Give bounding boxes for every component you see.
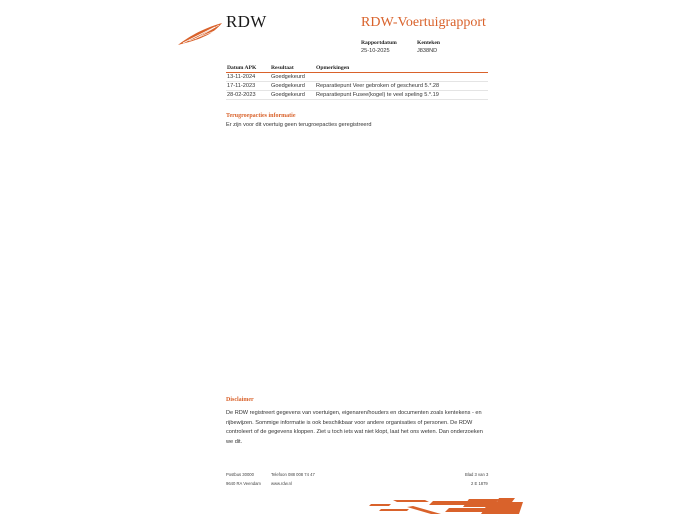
apk-date-cell: 13-11-2024 bbox=[226, 73, 270, 82]
table-row bbox=[226, 91, 488, 100]
footer-city: 9640 RA Veendam bbox=[226, 481, 261, 486]
header-remarks: Opmerkingen bbox=[315, 64, 488, 73]
result-cell: Goedgekeurd bbox=[270, 91, 315, 100]
table-header-row bbox=[226, 64, 488, 73]
rdw-feather-icon bbox=[177, 22, 223, 46]
plate-value: J838ND bbox=[417, 48, 438, 54]
report-date-block bbox=[361, 39, 397, 55]
plate-label: Kenteken bbox=[417, 40, 440, 46]
footer-page-number: Blad 3 van 3 bbox=[465, 472, 489, 477]
report-date-label: Rapportdatum bbox=[361, 40, 397, 46]
remarks-cell: Reparatiepunt Veer gebroken of gescheurd 5.*.28 bbox=[315, 82, 488, 91]
table-row bbox=[226, 73, 488, 82]
apk-date-cell: 17-11-2023 bbox=[226, 82, 270, 91]
recall-section-title: Terugroepacties informatie bbox=[226, 113, 296, 119]
table-row bbox=[226, 82, 488, 91]
header-apk-date: Datum APK bbox=[226, 64, 270, 73]
footer-website: www.rdw.nl bbox=[271, 481, 292, 486]
decorative-stripes-icon bbox=[369, 498, 524, 514]
apk-date-cell: 28-02-2023 bbox=[226, 91, 270, 100]
recall-section-text: Er zijn voor dit voertuig geen terugroepacties geregistreerd bbox=[226, 122, 372, 128]
result-cell: Goedgekeurd bbox=[270, 82, 315, 91]
footer-code: 2 E 1879 bbox=[471, 481, 488, 486]
remarks-cell bbox=[315, 73, 488, 82]
footer-postbus: Postbus 30000 bbox=[226, 472, 254, 477]
remarks-cell: Reparatiepunt Fusee(kogel) te veel speling 5.*.19 bbox=[315, 91, 488, 100]
apk-history-table bbox=[226, 64, 488, 100]
footer-telephone: Telefoon 088 008 74 47 bbox=[271, 472, 315, 477]
header-result: Resultaat bbox=[270, 64, 315, 73]
report-date-value: 25-10-2025 bbox=[361, 48, 390, 54]
plate-block bbox=[417, 39, 440, 55]
brand-logo-text: RDW bbox=[226, 12, 267, 31]
report-title: RDW-Voertuigrapport bbox=[361, 15, 486, 30]
disclaimer-title: Disclaimer bbox=[226, 397, 254, 403]
result-cell: Goedgekeurd bbox=[270, 73, 315, 82]
disclaimer-text: De RDW registreert gegevens van voertuigen, eigenaren/houders en documenten zoals kentekens - en rijbewijzen. Sommige informatie is ook beschikbaar voor andere organisaties of personen. De RDW controleert of de gegevens kloppen. Ziet u toch iets wat niet klopt, laat het ons weten. Dan onderzoeken we dit. bbox=[226, 410, 483, 445]
